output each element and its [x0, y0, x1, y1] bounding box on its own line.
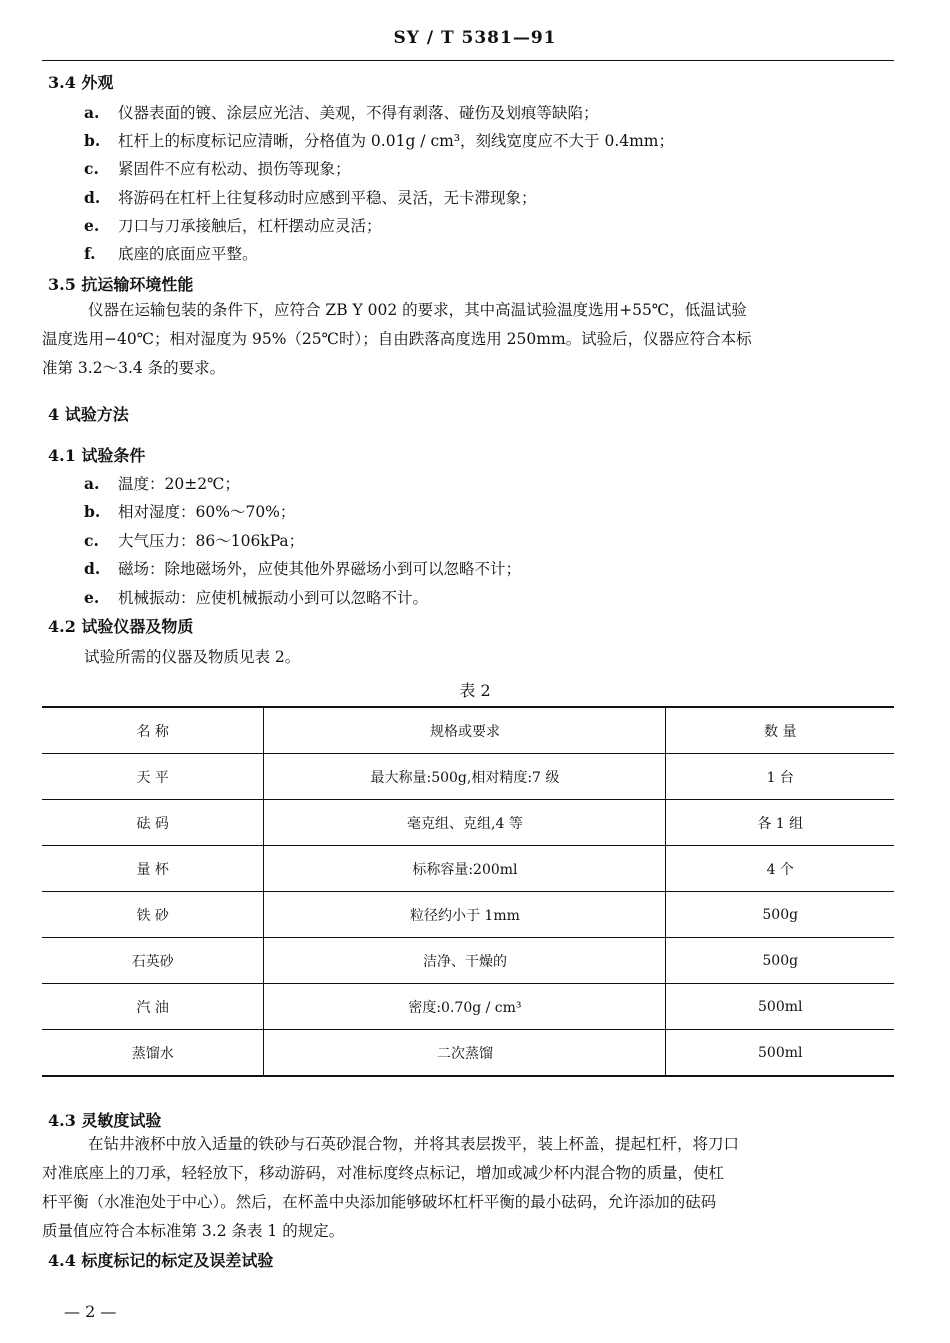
list-item: e. 机械振动：应使机械振动小到可以忽略不计。	[84, 588, 429, 607]
table-row	[42, 754, 894, 800]
table-cell: 铁 砂	[42, 892, 264, 938]
table-cell: 毫克组、克组,4 等	[264, 800, 666, 846]
section-4-1-heading: 4.1 试验条件	[48, 446, 146, 465]
section-3-4-heading: 3.4 外观	[48, 73, 114, 92]
table-cell: 500ml	[758, 1044, 803, 1061]
section-4-3-paragraph: 在钻井液杯中放入适量的铁砂与石英砂混合物，并将其表层拨平，装上杯盖，提起杠杆，将刀口 对准底座上的刀承，轻轻放下，移动游码，对准标度终点标记，增加或减少杯内混合物的质量，使杠 杆平衡（水准泡处于中心）。然后，在杯盖中央添加能够破坏杠杆平衡的最小砝码，允许添加的砝码 质量值应符合本标准第 3.2 条表 1 的规定。	[42, 1135, 740, 1240]
table-2	[42, 706, 894, 1077]
table-cell: 二次蒸馏	[264, 1030, 666, 1077]
section-4-4-heading: 4.4 标度标记的标定及误差试验	[48, 1251, 274, 1270]
table-cell: 汽 油	[42, 984, 264, 1030]
table-cell: 石英砂	[42, 938, 264, 984]
table-cell: 最大称量:500g,相对精度:7 级	[264, 754, 666, 800]
table-cell: 天 平	[42, 754, 264, 800]
table-2-caption: 表 2	[459, 681, 491, 700]
section-4-3-heading: 4.3 灵敏度试验	[48, 1111, 162, 1130]
list-item: b. 杠杆上的标度标记应清晰，分格值为 0.01g / cm³，刻线宽度应不大于 0.4mm；	[84, 131, 675, 150]
list-item: b. 相对湿度：60%～70%；	[84, 502, 296, 521]
list-item: d. 将游码在杠杆上往复移动时应感到平稳、灵活，无卡滞现象；	[84, 188, 537, 207]
table-cell: 500g	[666, 892, 894, 938]
table-header-cell: 规格或要求	[264, 707, 666, 754]
table-cell: 500g	[666, 938, 894, 984]
list-item: a. 仪器表面的镀、涂层应光洁、美观，不得有剥落、碰伤及划痕等缺陷；	[84, 103, 599, 122]
table-row	[42, 846, 894, 892]
section-3-5-paragraph: 仪器在运输包装的条件下，应符合 ZB Y 002 的要求，其中高温试验温度选用+55℃，低温试验 温度选用−40℃；相对湿度为 95%（25℃时）；自由跌落高度选用 250mm。试验后，仪器应符合本标 准第 3.2～3.4 条的要求。	[42, 301, 752, 377]
table-cell: 标称容量:200ml	[264, 846, 666, 892]
list-item: f. 底座的底面应平整。	[84, 244, 258, 263]
list-item: a. 温度：20±2℃；	[84, 474, 240, 493]
section-4-heading: 4 试验方法	[48, 405, 129, 424]
table-cell: 量 杯	[42, 846, 264, 892]
table-cell: 砝 码	[42, 800, 264, 846]
table-row	[42, 938, 894, 984]
table-cell: 1 台	[666, 754, 894, 800]
header-rule	[42, 60, 894, 61]
table-cell: 洁净、干燥的	[264, 938, 666, 984]
list-item: e. 刀口与刀承接触后，杠杆摆动应灵活；	[84, 216, 382, 235]
page-number: — 2 —	[64, 1302, 117, 1321]
list-item: d. 磁场：除地磁场外，应使其他外界磁场小到可以忽略不计；	[84, 559, 522, 578]
table-header-row	[42, 707, 894, 754]
table-cell: 蒸馏水	[42, 1030, 264, 1077]
table-row	[42, 1030, 894, 1077]
list-item: c. 紧固件不应有松动、损伤等现象；	[84, 159, 351, 178]
table-header-cell: 名 称	[42, 707, 264, 754]
table-cell: 各 1 组	[666, 800, 894, 846]
list-item: c. 大气压力：86～106kPa；	[84, 531, 305, 550]
table-cell: 500ml	[666, 984, 894, 1030]
table-cell: 密度:0.70g / cm³	[264, 984, 666, 1030]
table-cell: 4 个	[666, 846, 894, 892]
section-4-2-text: 试验所需的仪器及物质见表 2。	[84, 648, 301, 666]
section-4-2-heading: 4.2 试验仪器及物质	[48, 617, 194, 636]
table-row	[42, 984, 894, 1030]
document-header-code: SY / T 5381—91	[393, 28, 557, 48]
section-3-5-heading: 3.5 抗运输环境性能	[48, 275, 194, 294]
table-header-cell: 数 量	[666, 707, 894, 754]
table-cell: 粒径约小于 1mm	[264, 892, 666, 938]
table-row	[42, 800, 894, 846]
table-row	[42, 892, 894, 938]
